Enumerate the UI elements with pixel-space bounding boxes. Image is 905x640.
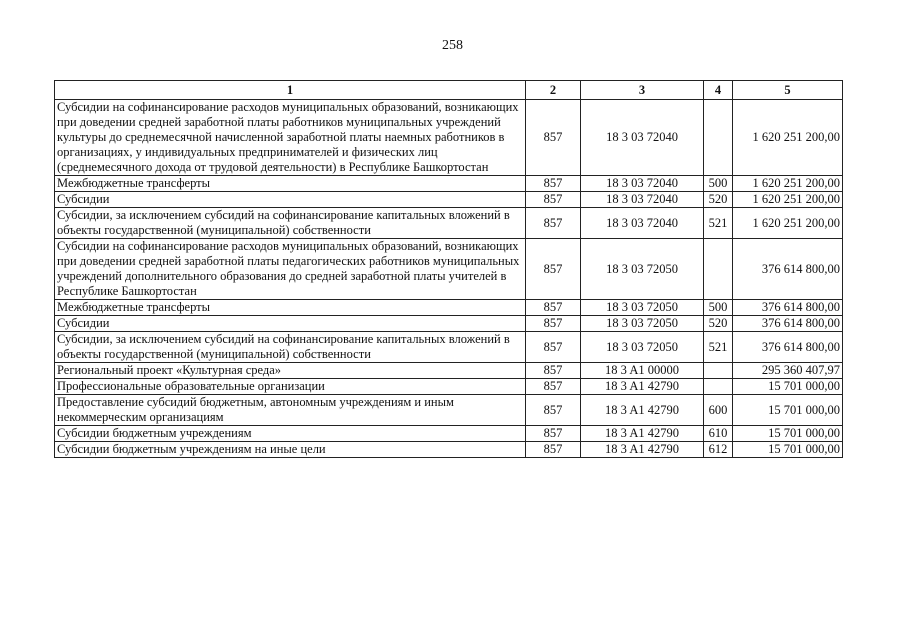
row-article-cell: 18 3 03 72050	[581, 316, 704, 332]
row-article-cell: 18 3 03 72050	[581, 239, 704, 300]
row-type-cell: 521	[704, 208, 733, 239]
row-name-cell: Субсидии, за исключением субсидий на софинансирование капитальных вложений в объекты государственной (муниципальной) собственности	[55, 208, 526, 239]
row-code-cell: 857	[526, 332, 581, 363]
row-type-cell: 500	[704, 176, 733, 192]
row-name-cell: Субсидии бюджетным учреждениям на иные цели	[55, 442, 526, 458]
column-header-5: 5	[733, 81, 843, 100]
table-row	[55, 379, 843, 395]
table-row	[55, 208, 843, 239]
row-article-cell: 18 3 A1 00000	[581, 363, 704, 379]
column-header-2: 2	[526, 81, 581, 100]
row-article-cell: 18 3 03 72050	[581, 332, 704, 363]
row-name-cell: Межбюджетные трансферты	[55, 176, 526, 192]
row-code-cell: 857	[526, 192, 581, 208]
row-amount-cell: 376 614 800,00	[733, 332, 843, 363]
row-name-cell: Субсидии	[55, 192, 526, 208]
row-type-cell: 612	[704, 442, 733, 458]
row-article-cell: 18 3 03 72040	[581, 100, 704, 176]
row-article-cell: 18 3 03 72040	[581, 176, 704, 192]
row-code-cell: 857	[526, 395, 581, 426]
row-code-cell: 857	[526, 426, 581, 442]
table-row	[55, 426, 843, 442]
row-name-cell: Субсидии бюджетным учреждениям	[55, 426, 526, 442]
row-type-cell: 600	[704, 395, 733, 426]
row-type-cell: 520	[704, 192, 733, 208]
row-code-cell: 857	[526, 300, 581, 316]
row-code-cell: 857	[526, 208, 581, 239]
table-row	[55, 395, 843, 426]
row-name-cell: Межбюджетные трансферты	[55, 300, 526, 316]
table-row	[55, 363, 843, 379]
row-code-cell: 857	[526, 176, 581, 192]
row-amount-cell: 376 614 800,00	[733, 300, 843, 316]
page-number: 258	[442, 38, 463, 53]
row-type-cell: 520	[704, 316, 733, 332]
row-code-cell: 857	[526, 363, 581, 379]
row-amount-cell: 376 614 800,00	[733, 239, 843, 300]
row-name-cell: Субсидии на софинансирование расходов муниципальных образований, возникающих при доведении средней заработной платы работников муниципальных учреждений культуры до среднемесячной начисленной заработной платы наемных работников в организациях, у индивидуальных предпринимателей и физических лиц (среднемесячного дохода от трудовой деятельности) в Республике Башкортостан	[55, 100, 526, 176]
column-header-1: 1	[55, 81, 526, 100]
row-amount-cell: 15 701 000,00	[733, 442, 843, 458]
row-amount-cell: 15 701 000,00	[733, 379, 843, 395]
column-header-4: 4	[704, 81, 733, 100]
row-type-cell	[704, 379, 733, 395]
table-row	[55, 100, 843, 176]
row-article-cell: 18 3 A1 42790	[581, 442, 704, 458]
row-amount-cell: 1 620 251 200,00	[733, 176, 843, 192]
row-amount-cell: 1 620 251 200,00	[733, 192, 843, 208]
row-article-cell: 18 3 A1 42790	[581, 395, 704, 426]
column-header-3: 3	[581, 81, 704, 100]
row-code-cell: 857	[526, 100, 581, 176]
row-amount-cell: 15 701 000,00	[733, 395, 843, 426]
table-row	[55, 316, 843, 332]
row-name-cell: Предоставление субсидий бюджетным, автономным учреждениям и иным некоммерческим организациям	[55, 395, 526, 426]
row-article-cell: 18 3 A1 42790	[581, 426, 704, 442]
row-code-cell: 857	[526, 316, 581, 332]
row-article-cell: 18 3 03 72040	[581, 192, 704, 208]
row-name-cell: Региональный проект «Культурная среда»	[55, 363, 526, 379]
table-row	[55, 332, 843, 363]
row-article-cell: 18 3 A1 42790	[581, 379, 704, 395]
row-name-cell: Профессиональные образовательные организации	[55, 379, 526, 395]
row-amount-cell: 15 701 000,00	[733, 426, 843, 442]
row-name-cell: Субсидии на софинансирование расходов муниципальных образований, возникающих при доведении средней заработной платы педагогических работников муниципальных учреждений дополнительного образования до средней заработной платы учителей в Республике Башкортостан	[55, 239, 526, 300]
row-type-cell	[704, 239, 733, 300]
row-type-cell: 500	[704, 300, 733, 316]
row-code-cell: 857	[526, 239, 581, 300]
table-header-row	[55, 81, 843, 100]
row-amount-cell: 376 614 800,00	[733, 316, 843, 332]
row-code-cell: 857	[526, 442, 581, 458]
table-row	[55, 176, 843, 192]
row-article-cell: 18 3 03 72050	[581, 300, 704, 316]
row-type-cell	[704, 100, 733, 176]
table-row	[55, 300, 843, 316]
table-row	[55, 192, 843, 208]
row-type-cell: 610	[704, 426, 733, 442]
row-name-cell: Субсидии, за исключением субсидий на софинансирование капитальных вложений в объекты государственной (муниципальной) собственности	[55, 332, 526, 363]
row-amount-cell: 295 360 407,97	[733, 363, 843, 379]
row-type-cell: 521	[704, 332, 733, 363]
row-amount-cell: 1 620 251 200,00	[733, 100, 843, 176]
row-name-cell: Субсидии	[55, 316, 526, 332]
table-row	[55, 239, 843, 300]
row-code-cell: 857	[526, 379, 581, 395]
budget-table	[54, 80, 843, 458]
table-body	[55, 100, 843, 458]
row-article-cell: 18 3 03 72040	[581, 208, 704, 239]
row-amount-cell: 1 620 251 200,00	[733, 208, 843, 239]
table-row	[55, 442, 843, 458]
row-type-cell	[704, 363, 733, 379]
